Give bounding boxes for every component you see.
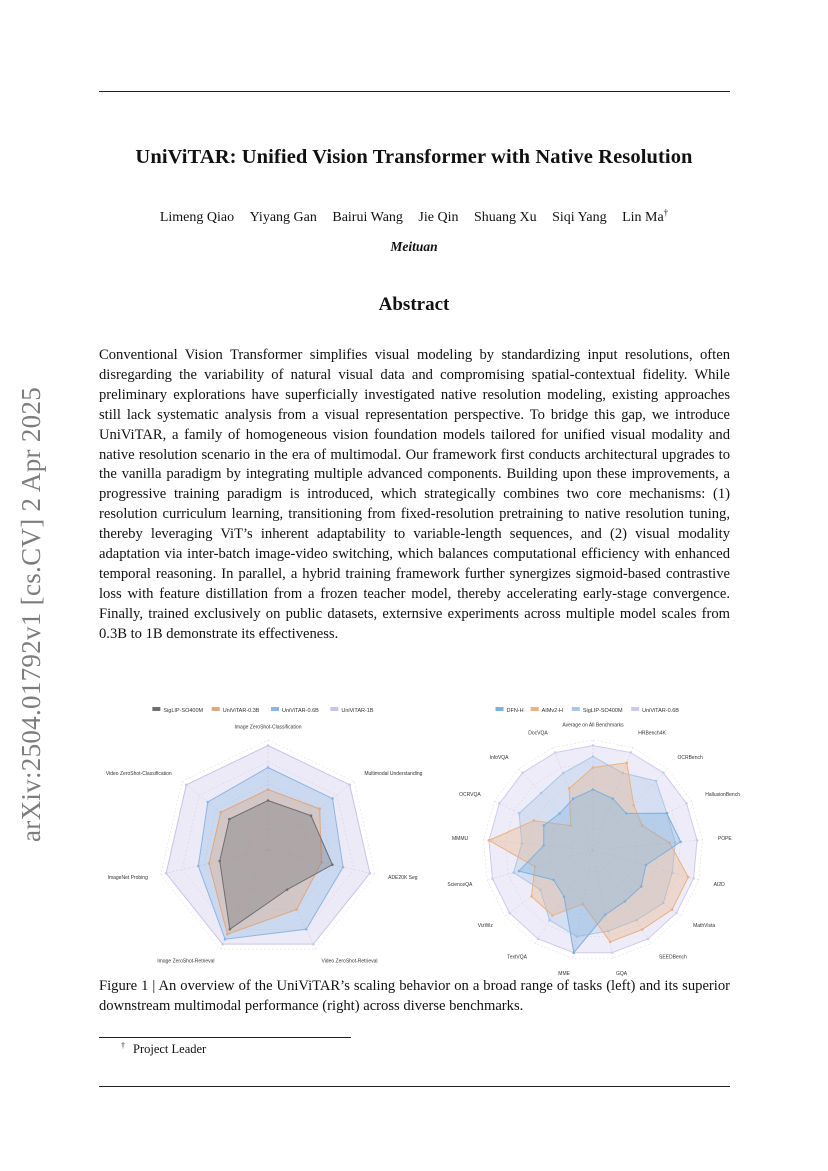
data-point: [498, 802, 501, 805]
data-point: [666, 812, 669, 815]
data-point: [548, 919, 551, 922]
data-point: [554, 751, 557, 754]
axis-label: Multimodal Understanding: [364, 770, 423, 777]
data-point: [310, 814, 313, 817]
data-point: [218, 860, 221, 863]
legend-swatch: [631, 707, 639, 711]
legend-label: UniViTAR-1B: [341, 708, 374, 714]
data-point: [540, 792, 543, 795]
data-point: [312, 943, 315, 946]
axis-label: Image ZeroShot-Retrieval: [157, 958, 215, 965]
axis-label: HallusionBench: [705, 791, 741, 798]
data-point: [558, 812, 561, 815]
data-point: [206, 801, 209, 804]
data-point: [348, 784, 351, 787]
data-point: [655, 780, 658, 783]
data-point: [295, 908, 298, 911]
data-point: [331, 863, 334, 866]
axis-label: DocVQA: [528, 730, 548, 737]
author-name: Limeng Qiao: [159, 209, 235, 225]
data-point: [331, 797, 334, 800]
axis-label: Video ZeroShot-Classification: [105, 770, 172, 777]
author-name: Yiyang Gan: [249, 209, 317, 225]
data-point: [647, 938, 650, 941]
legend-label: UniViTAR-0.6B: [642, 708, 679, 714]
data-point: [612, 797, 615, 800]
data-point: [662, 771, 665, 774]
data-point: [342, 866, 345, 869]
bottom-rule: [99, 1086, 730, 1087]
data-point: [221, 943, 224, 946]
arxiv-stamp: arXiv:2504.01792v1 [cs.CV] 2 Apr 2025: [16, 386, 46, 842]
axis-label: Video ZeroShot-Retrieval: [321, 958, 378, 965]
data-point: [629, 751, 632, 754]
data-point: [679, 841, 682, 844]
axis-label: ADE20K Seg: [388, 875, 418, 882]
axis-label: OCRVQA: [459, 791, 481, 798]
data-point: [572, 951, 575, 954]
legend-label: SigLIP-SO400M: [582, 708, 623, 714]
data-point: [286, 888, 289, 891]
data-point: [542, 824, 545, 827]
legend-swatch: [271, 707, 279, 711]
data-point: [572, 797, 575, 800]
data-point: [692, 877, 695, 880]
data-point: [552, 879, 555, 882]
legend-label: DFN-H: [506, 708, 524, 714]
data-point: [508, 912, 511, 915]
author-name: Bairui Wang: [332, 209, 403, 225]
data-point: [369, 872, 372, 875]
data-point: [632, 804, 635, 807]
legend-swatch: [496, 707, 504, 711]
data-point: [611, 951, 614, 954]
data-point: [687, 876, 690, 879]
paper-title: UniViTAR: Unified Vision Transformer with Native Resolution: [135, 146, 693, 168]
legend-label: SigLIP-SO400M: [163, 708, 204, 714]
author-name: [622, 207, 669, 225]
radar-chart-benchmarks: [445, 700, 741, 977]
axis-label: ImageNet Probing: [107, 875, 148, 882]
data-point: [592, 766, 595, 769]
data-point: [305, 928, 308, 931]
data-point: [185, 784, 188, 787]
figure-caption: Figure 1 | An overview of the UniViTAR’s scaling behavior on a broad range of tasks (left) and its superior downstream multimodal performance (right) across diverse benchmarks.: [99, 978, 730, 1014]
data-point: [675, 912, 678, 915]
data-point: [641, 928, 644, 931]
data-point: [551, 914, 554, 917]
axis-label: ScienceQA: [447, 881, 473, 888]
axis-label: MathVista: [693, 923, 716, 930]
data-point: [267, 744, 270, 747]
data-point: [645, 864, 648, 867]
data-point: [208, 862, 211, 865]
data-point: [592, 755, 595, 758]
data-point: [224, 938, 227, 941]
legend-swatch: [330, 707, 338, 711]
axis-label: Average on All Benchmarks: [562, 722, 624, 729]
data-point: [521, 771, 524, 774]
data-point: [624, 900, 627, 903]
author-mark: †: [663, 207, 669, 217]
axis-label: AI2D: [713, 881, 725, 888]
abstract-text: Conventional Vision Transformer simplifies visual modeling by standardizing input resolutions, often disregarding the variability of natural visual data and compromising spatial-contextual fidelity. While preliminary explorations have superficially investigated native resolution modeling, existing approaches still lack systematic analysis from a visual representation perspective. To bridge this gap, we introduce UniViTAR, a family of homogeneous vision foundation models tailored for unified visual modality and native resolution scenario in the era of multimodal. Our framework first conducts architectural upgrades to the vanilla paradigm by integrating multiple advanced components. Building upon these improvements, a progressive training paradigm is introduced, which strategically combines two core mechanisms: (1) resolution curriculum learning, transitioning from fixed-resolution pretraining to native resolution tuning, thereby leveraging ViT’s inherent adaptability to variable-length sequences, and (2) visual modality adaptation via inter-batch image-video switching, which balances computational efficiency with enhanced temporal reasoning. In parallel, a hybrid training framework further synergizes sigmoid-based contrastive loss with feature distillation from a frozen teacher model, thereby accelerating early-stage convergence. Finally, trained exclusively on public datasets, externsive experiments across multiple model scales from 0.3B to 1B demonstrate its effectiveness.: [99, 347, 730, 642]
axis-label: InfoVQA: [489, 754, 509, 761]
top-rule: [99, 91, 730, 92]
data-point: [568, 787, 571, 790]
data-point: [512, 871, 515, 874]
data-point: [625, 762, 628, 765]
data-point: [671, 908, 674, 911]
axis-label: OCRBench: [677, 754, 703, 761]
data-point: [165, 872, 168, 875]
data-point: [228, 818, 231, 821]
author-name: Shuang Xu: [473, 209, 537, 225]
data-point: [229, 928, 232, 931]
legend-swatch: [212, 707, 220, 711]
data-point: [537, 938, 540, 941]
data-point: [267, 799, 270, 802]
axis-label: MMMU: [452, 836, 469, 843]
axis-label: MME: [558, 970, 570, 977]
footnote-rule: [99, 1037, 351, 1038]
abstract-heading: Abstract: [378, 294, 450, 315]
data-point: [640, 885, 643, 888]
data-point: [604, 914, 607, 917]
axis-label: Image ZeroShot-Classification: [234, 724, 302, 731]
data-point: [197, 865, 200, 868]
legend-swatch: [531, 707, 539, 711]
data-point: [533, 819, 536, 822]
author-name-text: Lin Ma: [622, 209, 664, 225]
data-point: [592, 744, 595, 747]
footnote: [121, 1041, 206, 1057]
data-point: [518, 870, 521, 873]
legend-label: AIMv2-H: [541, 708, 564, 714]
data-point: [530, 895, 533, 898]
data-point: [609, 941, 612, 944]
axis-label: VizWiz: [477, 923, 493, 930]
footnote-text: Project Leader: [133, 1042, 207, 1057]
axis-label: GQA: [616, 970, 628, 977]
axis-label: POPE: [717, 836, 732, 843]
data-point: [488, 839, 491, 842]
data-point: [625, 812, 628, 815]
legend-swatch: [152, 707, 160, 711]
data-point: [491, 877, 494, 880]
data-point: [592, 788, 595, 791]
legend-label: UniViTAR-0.3B: [222, 708, 260, 714]
data-point: [696, 839, 699, 842]
author-name: Siqi Yang: [552, 209, 607, 225]
author-list: [0, 207, 828, 226]
chart-legend: [496, 707, 680, 714]
data-point: [685, 802, 688, 805]
data-point: [318, 808, 321, 811]
data-point: [267, 788, 270, 791]
chart-legend: [152, 707, 374, 714]
author-name: Jie Qin: [418, 209, 459, 225]
data-point: [518, 812, 521, 815]
data-point: [226, 933, 229, 936]
footnote-mark: †: [121, 1041, 125, 1050]
axis-label: TextVQA: [507, 954, 527, 961]
legend-swatch: [572, 707, 580, 711]
data-point: [563, 895, 566, 898]
data-point: [219, 811, 222, 814]
radar-chart-scaling: [98, 700, 438, 972]
data-point: [562, 772, 565, 775]
axis-label: HRBench4K: [638, 730, 666, 737]
axis-label: SEEDBench: [659, 954, 687, 961]
affiliation: Meituan: [390, 239, 438, 254]
legend-label: UniViTAR-0.6B: [282, 708, 319, 714]
data-point: [267, 766, 270, 769]
data-point: [542, 844, 545, 847]
